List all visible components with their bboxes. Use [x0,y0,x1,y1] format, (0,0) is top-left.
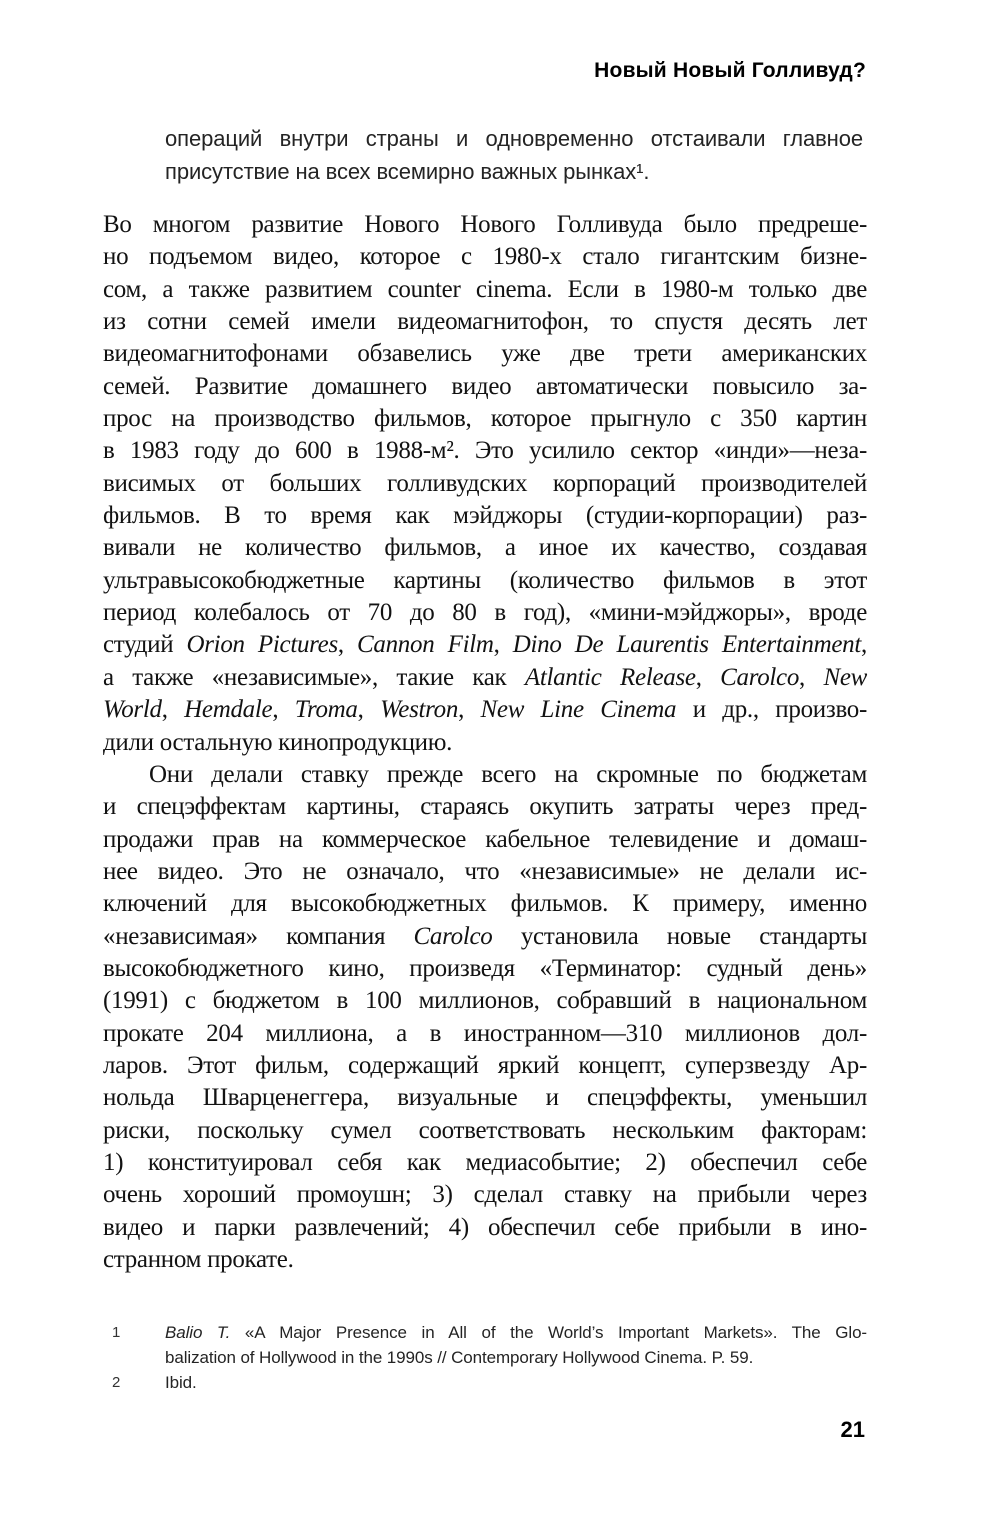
body-line: продажи прав на коммерческое кабельное телевидение и домаш- [103,825,867,853]
body-text [103,209,867,1276]
footnote [112,1370,867,1395]
body-line: в 1983 году до 600 в 1988-м². Это усилило сектор «инди»—неза- [103,437,867,465]
body-line: сом, а также развитием counter cinema. Если в 1980-м только две [103,275,867,303]
quote-line: присутствие на всех всемирно важных рынках¹. [165,159,650,184]
body-line: и спецэффектам картины, стараясь окупить затраты через пред- [103,793,867,821]
block-quote [165,122,863,188]
paragraph [103,759,867,1277]
footnote [112,1320,867,1370]
body-line: Во многом развитие Нового Нового Голливуда было предреше- [103,211,867,238]
footnote-text [165,1370,867,1395]
paragraph [103,209,867,759]
page-number: 21 [840,1417,865,1442]
body-line: Они делали ставку прежде всего на скромные по бюджетам [149,760,867,788]
footnote-text [165,1320,867,1370]
body-line: ультравысокобюджетные картины (количество фильмов в этот [103,566,867,594]
body-line: видео и парки развлечений; 4) обеспечил себе прибыли в ино- [103,1213,867,1241]
body-line: World, Hemdale, Troma, Westron, New Line Cinema и др., произво- [103,696,867,724]
body-line: 1) конституировал себя как медиасобытие; 2) обеспечил себе [103,1148,867,1176]
body-line: нольда Шварценеггера, визуальные и спецэффекты, уменьшил [103,1084,867,1112]
body-line: риски, поскольку сумел соответствовать нескольким факторам: [103,1116,867,1144]
footnote-line: Ibid. [165,1373,197,1392]
quote-line: операций внутри страны и одновременно отстаивали главное [165,126,863,151]
body-line: из сотни семей имели видеомагнитофон, то спустя десять лет [103,308,867,336]
body-line: прос на производство фильмов, которое прыгнуло с 350 картин [103,405,867,433]
body-line: нее видео. Это не означало, что «независимые» не делали ис- [103,857,867,885]
body-line: но подъемом видео, которое с 1980-х стало гигантским бизне- [103,243,867,271]
body-line: ларов. Этот фильм, содержащий яркий концепт, суперзвезду Ар- [103,1051,867,1079]
body-line: а также «независимые», такие как Atlantic Release, Carolco, New [103,663,868,691]
footnote-marker: 2 [112,1374,121,1391]
body-line: видеомагнитофонами обзавелись уже две трети американских [103,340,867,368]
body-line: прокате 204 миллиона, а в иностранном—310 миллионов дол- [103,1019,867,1047]
footnote-marker: 1 [112,1324,121,1341]
body-line: «независимая» компания Carolco установила новые стандарты [103,922,867,950]
running-header: Новый Новый Голливуд? [594,59,866,82]
body-line: дили остальную кинопродукцию. [103,728,453,756]
body-line: студий Orion Pictures, Cannon Film, Dino De Laurentis Entertainment, [103,631,867,659]
footnotes [112,1320,867,1395]
body-line: ключений для высокобюджетных фильмов. К примеру, именно [103,890,867,918]
body-line: странном прокате. [103,1246,294,1273]
body-line: фильмов. В то время как мэйджоры (студии-корпорации) раз- [103,502,867,530]
body-line: (1991) с бюджетом в 100 миллионов, собравший в национальном [103,987,867,1015]
body-line: период колебалось от 70 до 80 в год), «мини-мэйджоры», вроде [103,599,867,627]
footnote-line: Balio T. «A Major Presence in All of the World’s Important Markets». The Glo- [165,1323,867,1342]
body-line: семей. Развитие домашнего видео автоматически повысило за- [103,372,867,400]
body-line: вивали не количество фильмов, а иное их качество, создавая [103,534,867,562]
body-line: очень хороший промоушн; 3) сделал ставку на прибыли через [103,1181,867,1209]
body-line: высокобюджетного кино, произведя «Терминатор: судный день» [103,954,867,982]
body-line: висимых от больших голливудских корпораций производителей [103,469,867,497]
footnote-line: balization of Hollywood in the 1990s // Contemporary Hollywood Cinema. P. 59. [165,1348,754,1367]
